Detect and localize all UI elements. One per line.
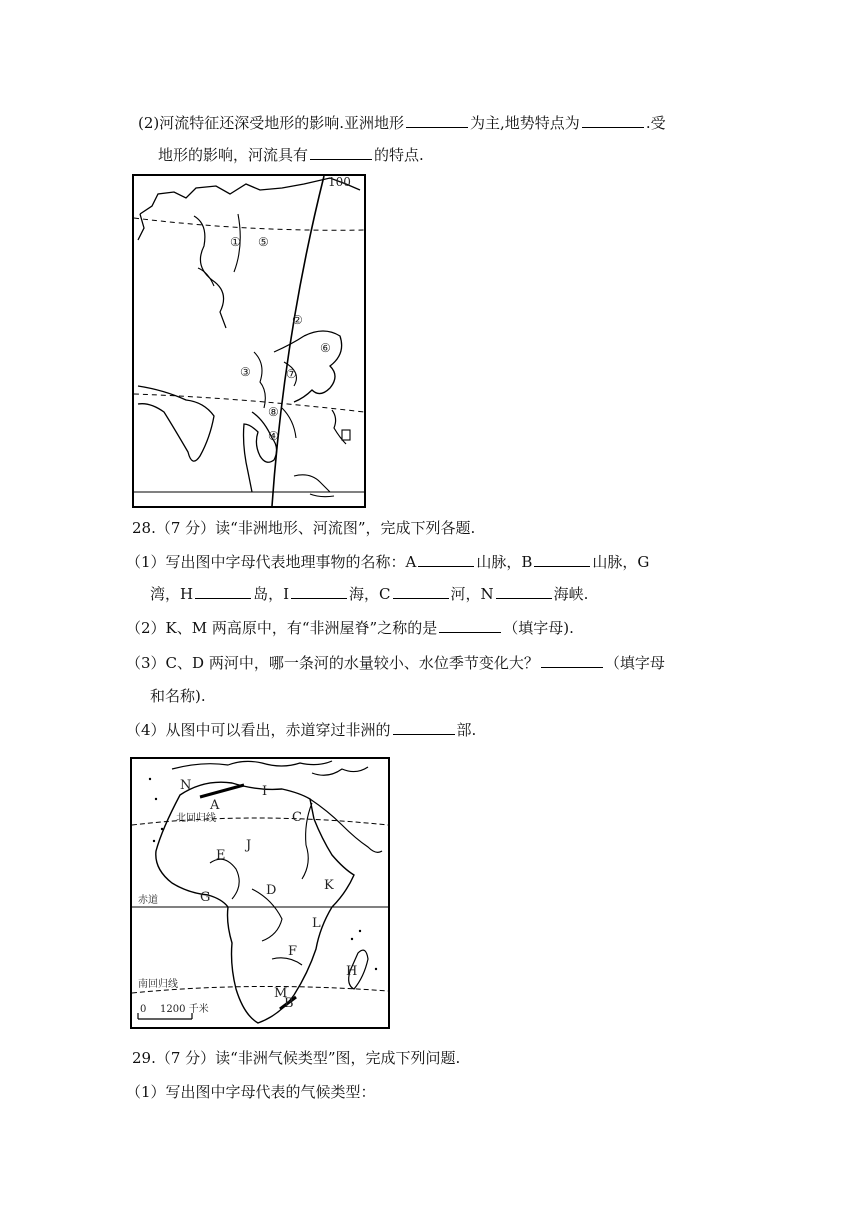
asia-label-6: ⑥ bbox=[320, 341, 331, 355]
asia-map bbox=[132, 174, 366, 508]
africa-letter-B: B bbox=[284, 996, 294, 1011]
tropic-south-label: 南回归线 bbox=[138, 979, 178, 990]
answer-blank[interactable] bbox=[195, 584, 251, 599]
equator-label: 赤道 bbox=[138, 895, 158, 906]
asia-map-drawing bbox=[134, 176, 364, 506]
asia-label-5: ⑤ bbox=[258, 235, 269, 249]
tropic-north-label: 北回归线 bbox=[176, 813, 216, 824]
q29-sub1: （1）写出图中字母代表的气候类型： bbox=[126, 1083, 376, 1101]
text-segment: 海，C bbox=[349, 585, 391, 603]
q28-title: 28.（7 分）读“非洲地形、河流图”，完成下列各题. bbox=[132, 519, 476, 537]
africa-letter-G: G bbox=[200, 890, 211, 905]
africa-letter-L: L bbox=[312, 916, 321, 931]
text-segment: 海峡. bbox=[553, 585, 589, 603]
africa-letter-I: I bbox=[262, 784, 268, 799]
text-segment: （3）C、D 两河中，哪一条河的水量较小、水位季节变化大？ bbox=[126, 654, 539, 672]
q27-part2-line2 bbox=[158, 144, 424, 166]
text-segment: （填字母 bbox=[604, 654, 665, 672]
answer-blank[interactable] bbox=[291, 584, 347, 599]
answer-blank[interactable] bbox=[534, 552, 590, 567]
q28-sub3-line2: 和名称). bbox=[150, 687, 206, 705]
answer-blank[interactable] bbox=[541, 653, 603, 668]
scale-label: 1200 千米 bbox=[160, 1004, 209, 1015]
answer-blank[interactable] bbox=[406, 113, 468, 128]
q28-sub1-line1 bbox=[126, 551, 649, 573]
text-segment: 为主,地势特点为 bbox=[470, 114, 580, 132]
text-segment: .受 bbox=[645, 114, 666, 132]
q27-part2-line1 bbox=[138, 112, 666, 134]
text-segment: (2)河流特征还深受地形的影响.亚洲地形 bbox=[138, 114, 405, 132]
q28-sub2 bbox=[126, 617, 574, 639]
q28-sub4 bbox=[126, 719, 476, 741]
africa-map bbox=[130, 757, 390, 1029]
text-segment: 河，N bbox=[450, 585, 494, 603]
answer-blank[interactable] bbox=[393, 584, 449, 599]
q28-sub1-line2 bbox=[150, 583, 588, 605]
asia-label-3: ③ bbox=[240, 365, 251, 379]
text-segment: （填字母). bbox=[503, 619, 574, 637]
africa-letter-K: K bbox=[324, 878, 334, 893]
africa-letter-C: C bbox=[292, 810, 302, 825]
africa-letter-D: D bbox=[266, 883, 277, 898]
africa-letter-F: F bbox=[288, 944, 298, 959]
text-segment: （4）从图中可以看出，赤道穿过非洲的 bbox=[126, 721, 391, 739]
text-segment: （2）K、M 两高原中，有“非洲屋脊”之称的是 bbox=[126, 619, 438, 637]
africa-letter-E: E bbox=[216, 848, 226, 863]
answer-blank[interactable] bbox=[439, 618, 501, 633]
asia-label-1: ① bbox=[230, 235, 241, 249]
text-segment: 部. bbox=[456, 721, 477, 739]
answer-blank[interactable] bbox=[310, 145, 372, 160]
africa-letter-J: J bbox=[246, 838, 252, 853]
asia-top-text: 100 bbox=[328, 176, 351, 189]
asia-label-8: ⑧ bbox=[268, 405, 279, 419]
text-segment: 山脉，G bbox=[592, 553, 650, 571]
africa-letter-A: A bbox=[210, 798, 220, 813]
scale-zero: 0 bbox=[140, 1004, 147, 1015]
text-segment: 岛，I bbox=[253, 585, 290, 603]
asia-label-2: ② bbox=[292, 313, 303, 327]
answer-blank[interactable] bbox=[582, 113, 644, 128]
africa-letter-H: H bbox=[346, 964, 358, 979]
africa-letter-M: M bbox=[274, 986, 288, 1001]
text-segment: 的特点. bbox=[374, 146, 424, 164]
text-segment: （1）写出图中字母代表地理事物的名称：A bbox=[126, 553, 417, 571]
q28-sub3-line1 bbox=[126, 652, 665, 674]
africa-map-drawing bbox=[132, 759, 388, 1027]
asia-label-7: ⑦ bbox=[286, 367, 297, 381]
answer-blank[interactable] bbox=[496, 584, 552, 599]
africa-letter-N: N bbox=[180, 778, 192, 793]
answer-blank[interactable] bbox=[393, 720, 455, 735]
answer-blank[interactable] bbox=[418, 552, 474, 567]
text-segment: 山脉，B bbox=[476, 553, 533, 571]
q29-title: 29.（7 分）读“非洲气候类型”图，完成下列问题. bbox=[132, 1049, 461, 1067]
text-segment: 湾，H bbox=[150, 585, 194, 603]
text-segment: 地形的影响，河流具有 bbox=[158, 146, 309, 164]
asia-label-4: ④ bbox=[268, 429, 279, 443]
